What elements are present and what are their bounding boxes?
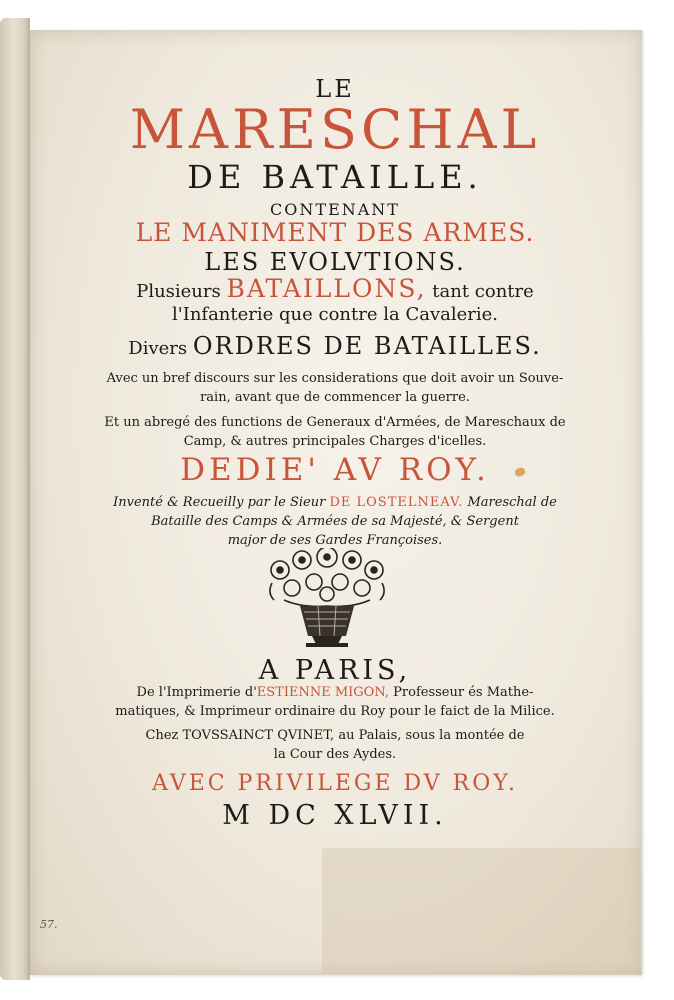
et-paragraph [95, 413, 575, 451]
plusieurs-line [95, 274, 575, 303]
bookseller-paragraph [95, 726, 575, 764]
et-line-2: Camp, & autres principales Charges d'icelles. [183, 434, 487, 449]
printer-prefix: De l'Imprimerie d' [136, 685, 257, 700]
page-number: 57. [40, 918, 58, 931]
author-paragraph [95, 493, 575, 550]
divers-line [95, 332, 575, 360]
contenant-label: CONTENANT [270, 200, 400, 219]
author-line-1 [95, 493, 575, 512]
publication-date: M DC XLVII. [222, 800, 448, 831]
title-le: LE [315, 75, 355, 103]
plusieurs-prefix: Plusieurs [136, 281, 221, 302]
printer-line-2: matiques, & Imprimeur ordinaire du Roy pour le faict de la Milice. [115, 704, 555, 719]
divers-prefix: Divers [128, 338, 188, 359]
ordres-word: ORDRES DE BATAILLES. [192, 332, 542, 360]
author-line-2: Bataille des Camps & Armées de sa Majesté, & Sergent [151, 514, 519, 529]
plusieurs-suffix: tant contre [432, 281, 534, 302]
author-prefix: Inventé & Recueilly par le Sieur [113, 495, 326, 510]
avec-paragraph [95, 369, 575, 407]
printer-name: ESTIENNE MIGON, [256, 685, 390, 700]
bataillons-word: BATAILLONS, [226, 274, 427, 303]
avec-line-2: rain, avant que de commencer la guerre. [200, 390, 470, 405]
bookseller-prefix: Chez [145, 728, 179, 743]
author-name: DE LOSTELNEAV. [329, 495, 464, 510]
evolutions-line: LES EVOLVTIONS. [204, 248, 466, 276]
bookseller-line-2: la Cour des Aydes. [273, 747, 397, 762]
printer-paragraph [95, 683, 575, 721]
infanterie-line: l'Infanterie que contre la Cavalerie. [172, 304, 498, 325]
paper-stain [322, 848, 640, 974]
author-line-3: major de ses Gardes Françoises. [227, 533, 443, 548]
avec-line-1: Avec un bref discours sur les considerations que doit avoir un Souve- [106, 371, 564, 386]
bookseller-name: TOVSSAINCT QVINET, [182, 728, 335, 743]
place-of-publication: A PARIS, [258, 655, 412, 686]
et-line-1: Et un abregé des functions de Generaux d'Armées, de Mareschaux de [104, 415, 566, 430]
subtitle-de-bataille: DE BATAILLE. [187, 158, 483, 196]
maniment-line: LE MANIMENT DES ARMES. [135, 218, 535, 247]
printer-line-1 [95, 683, 575, 702]
author-suffix: Mareschal de [467, 495, 557, 510]
printer-suffix: Professeur és Mathe- [393, 685, 534, 700]
bookseller-suffix: au Palais, sous la montée de [338, 728, 525, 743]
bookseller-line-1 [95, 726, 575, 745]
flower-basket-woodcut-icon [262, 548, 392, 648]
dedication: DEDIE' AV ROY. [180, 452, 490, 488]
book-spine [0, 18, 30, 980]
privilege-line: AVEC PRIVILEGE DV ROY. [152, 771, 518, 796]
main-title: MARESCHAL [129, 98, 541, 161]
